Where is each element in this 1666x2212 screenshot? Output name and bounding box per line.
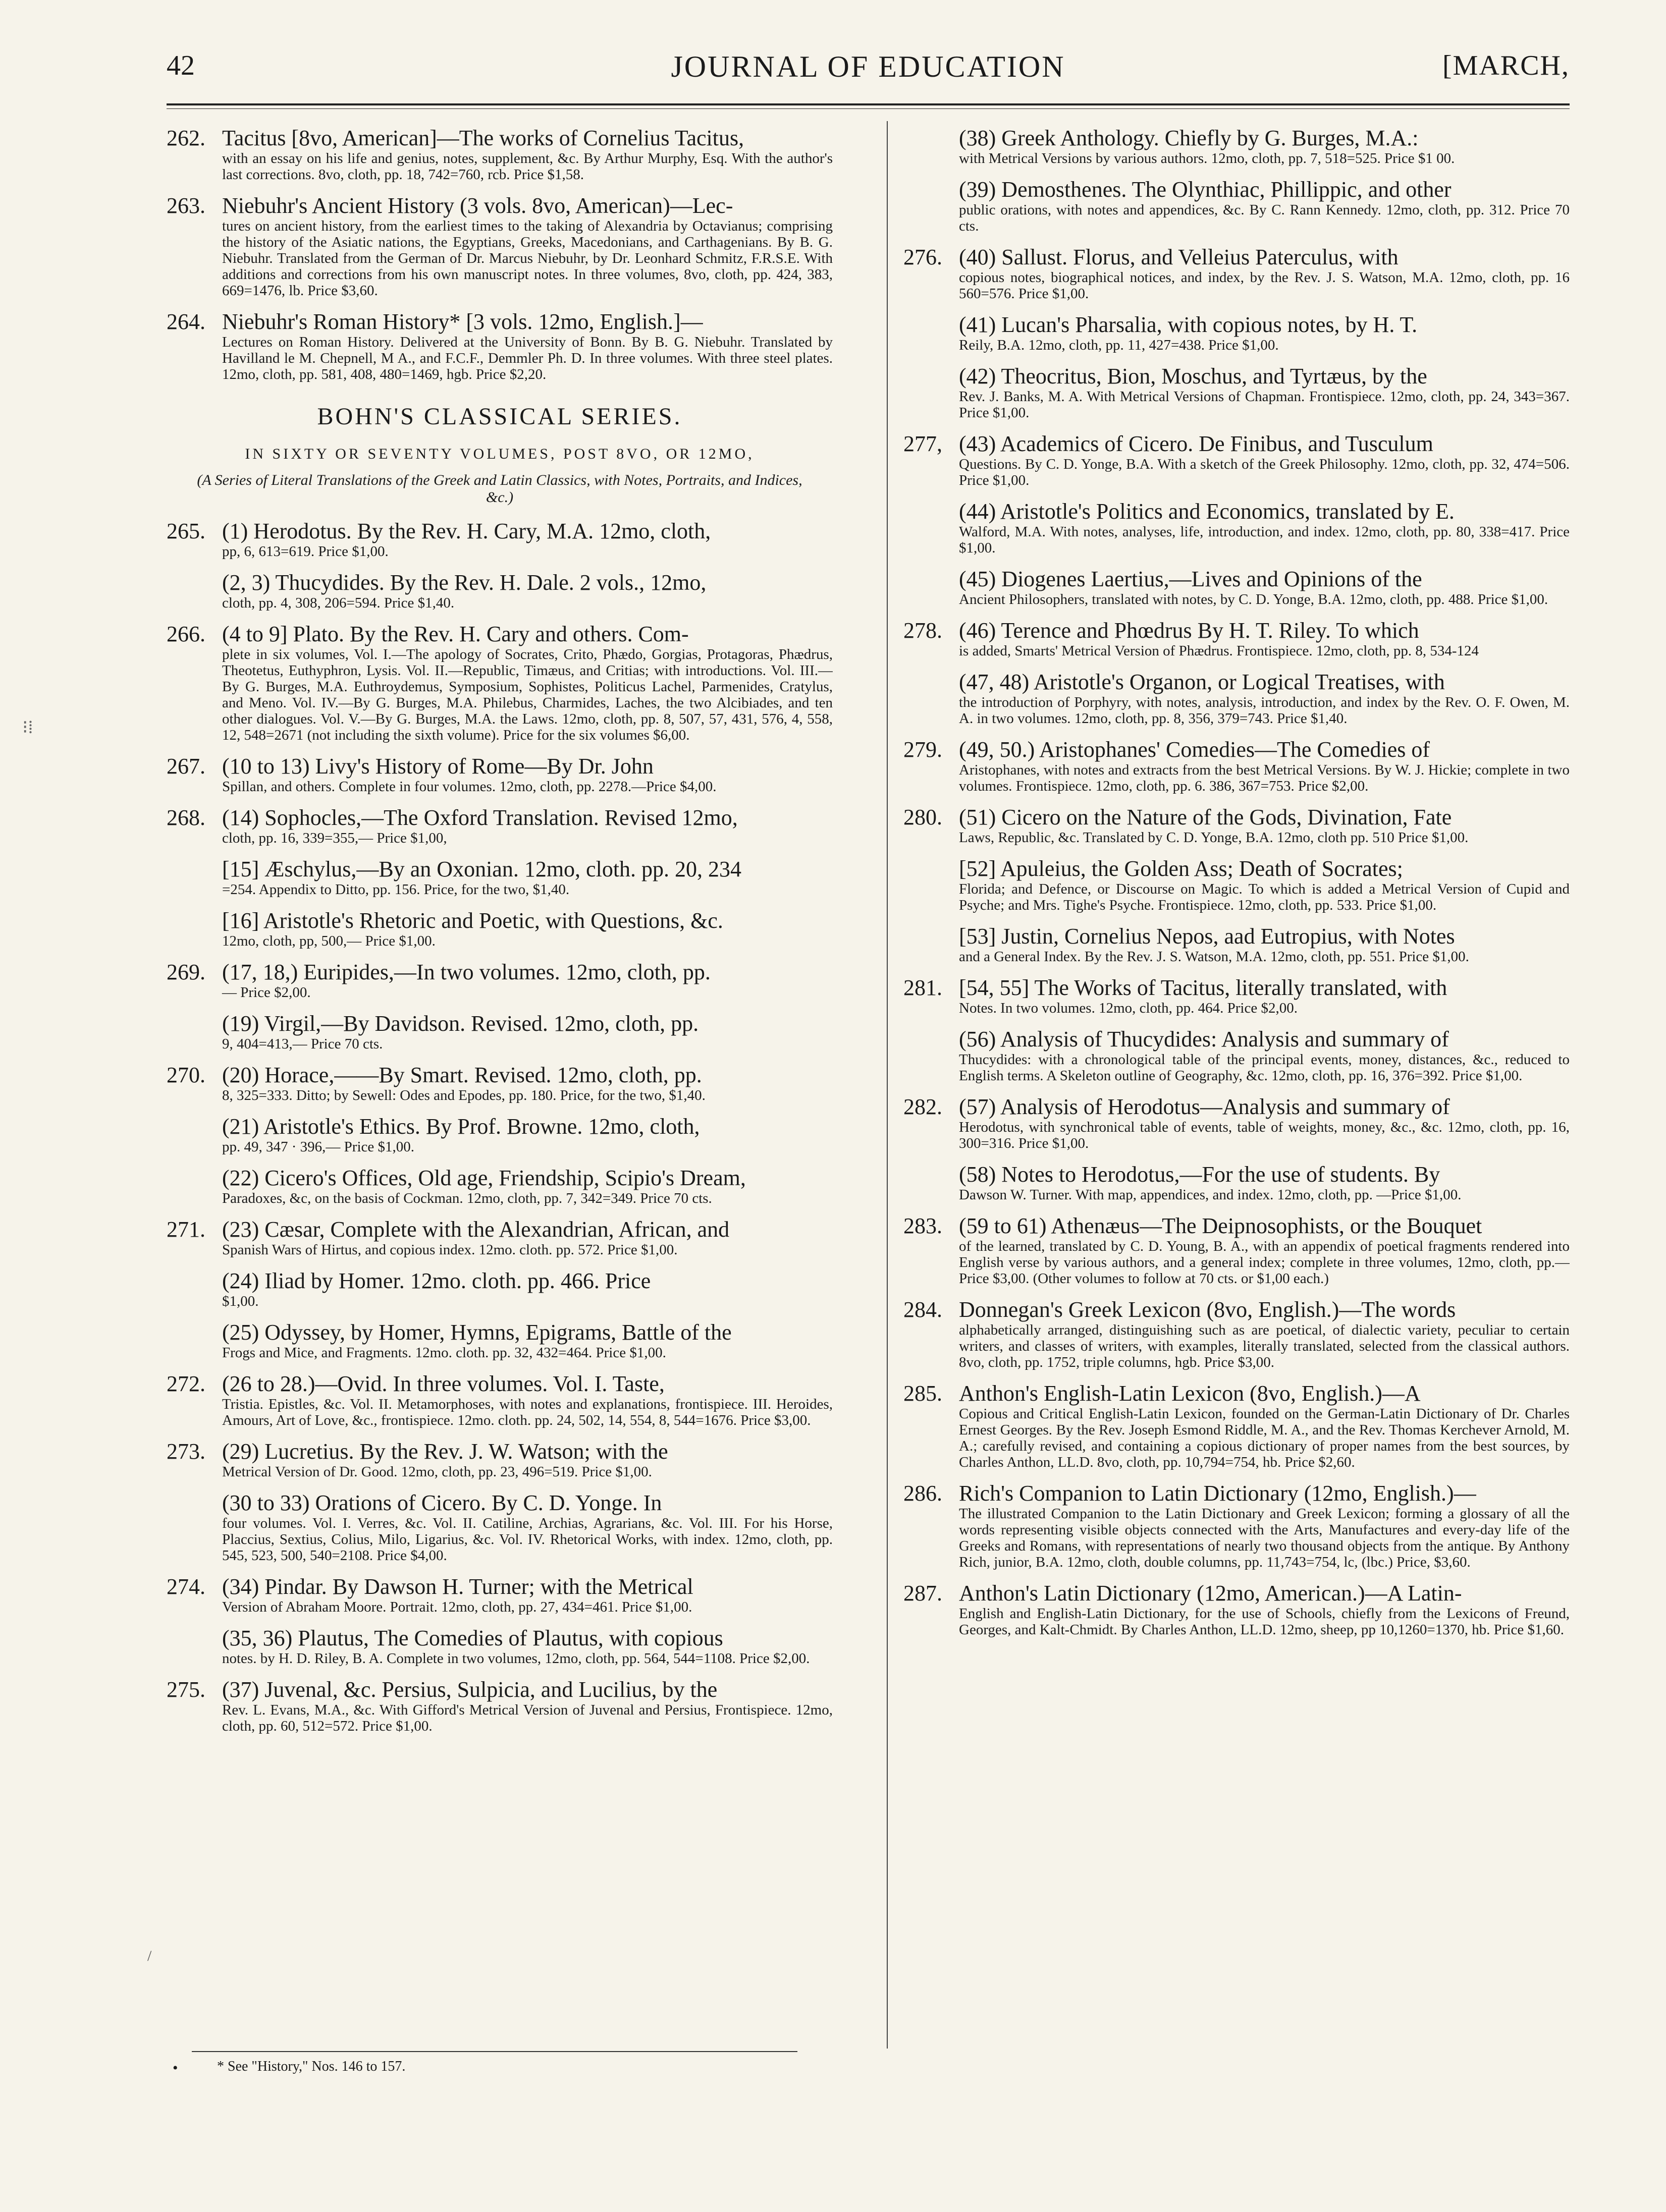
entry-detail: Ancient Philosophers, translated with notes, by C. D. Yonge, B.A. 12mo, cloth, pp. 488. Price $1,00. xyxy=(959,591,1548,607)
catalog-entry xyxy=(903,364,1570,421)
catalog-entry xyxy=(903,1163,1570,1203)
entry-detail: Thucydides: with a chronological table of the principal events, money, distances, &c., reduced to English terms. A Skeleton outline of Geography, &c. 12mo, cloth, pp. 16, 376=392. Price $1,00. xyxy=(959,1052,1570,1084)
entry-number: 272. xyxy=(167,1371,205,1396)
entry-number: 275. xyxy=(167,1677,205,1702)
entry-number: 262. xyxy=(167,126,205,150)
catalog-entry xyxy=(903,1214,1570,1287)
entry-title: (49, 50.) Aristophanes' Comedies—The Comedies of xyxy=(959,737,1430,762)
entry-title: Anthon's English-Latin Lexicon (8vo, English.)—A xyxy=(959,1381,1421,1406)
catalog-entry xyxy=(903,1481,1570,1570)
catalog-entry xyxy=(167,126,833,183)
entry-number: 270. xyxy=(167,1063,205,1087)
entry-title: (56) Analysis of Thucydides: Analysis and summary of xyxy=(959,1027,1449,1052)
catalog-entry xyxy=(903,1381,1570,1470)
entry-title: Anthon's Latin Dictionary (12mo, American.)—A Latin- xyxy=(959,1581,1462,1606)
entry-detail: pp, 6, 613=619. Price $1,00. xyxy=(222,543,389,560)
entry-number: 284. xyxy=(903,1297,942,1322)
entry-number: 286. xyxy=(903,1481,942,1506)
catalog-entry xyxy=(903,805,1570,846)
entry-detail: pp. 49, 347 · 396,— Price $1,00. xyxy=(222,1139,414,1155)
entry-title: (20) Horace,——By Smart. Revised. 12mo, cloth, pp. xyxy=(222,1063,702,1087)
page-number: 42 xyxy=(167,50,195,81)
entry-title: (51) Cicero on the Nature of the Gods, Divination, Fate xyxy=(959,805,1452,830)
entry-detail: Questions. By C. D. Yonge, B.A. With a sketch of the Greek Philosophy. 12mo, cloth, pp. 32, 474=506. Price $1,00. xyxy=(959,456,1570,488)
entry-detail: Walford, M.A. With notes, analyses, life, introduction, and index. 12mo, cloth, pp. 80, 338=417. Price $1,00. xyxy=(959,524,1570,556)
entry-title: (57) Analysis of Herodotus—Analysis and summary of xyxy=(959,1094,1450,1119)
entry-number: 277, xyxy=(903,431,942,456)
catalog-entry xyxy=(167,1575,833,1615)
entry-title: [15] Æschylus,—By an Oxonian. 12mo, cloth. pp. 20, 234 xyxy=(222,857,742,881)
entry-title: [54, 55] The Works of Tacitus, literally translated, with xyxy=(959,975,1447,1000)
entry-detail: is added, Smarts' Metrical Version of Phædrus. Frontispiece. 12mo, cloth, pp. 8, 534-124 xyxy=(959,643,1479,659)
section-subtitle: IN SIXTY OR SEVENTY VOLUMES, POST 8VO, OR 12MO, xyxy=(245,446,755,462)
entry-detail: The illustrated Companion to the Latin Dictionary and Greek Lexicon; forming a glossary of all the words representing visible objects connected with the Arts, Manufactures and every-day life of the Greeks and Romans, with representations of nearly two thousand objects from the antique. By Anthony Rich, junior, B.A. 12mo, cloth, double columns, pp. 11,743=754, lc, (lbc.) Price, $3,60. xyxy=(959,1506,1570,1570)
month-label: [MARCH, xyxy=(1442,50,1570,81)
entry-title: (39) Demosthenes. The Olynthiac, Phillippic, and other xyxy=(959,177,1452,202)
entry-detail: — Price $2,00. xyxy=(222,984,311,1001)
catalog-entry xyxy=(167,1012,833,1052)
journal-title: JOURNAL OF EDUCATION xyxy=(671,50,1065,83)
entry-detail: Herodotus, with synchronical table of events, table of weights, money, &c., &c. 12mo, cloth, pp. 16, 300=316. Price $1,00. xyxy=(959,1119,1570,1151)
entry-detail: 8, 325=333. Ditto; by Sewell: Odes and Epodes, pp. 180. Price, for the two, $1,40. xyxy=(222,1087,706,1103)
catalog-entry xyxy=(903,670,1570,727)
catalog-entry xyxy=(167,519,833,560)
entry-detail: English and English-Latin Dictionary, for the use of Schools, chiefly from the Lexicons of Freund, Georges, and Kalt-Chmidt. By Charles Anthon, LL.D. 12mo, sheep, pp 10,1260=1370, hb. Price $1,60. xyxy=(959,1606,1570,1638)
entry-title: (43) Academics of Cicero. De Finibus, and Tusculum xyxy=(959,431,1433,456)
entry-number: 265. xyxy=(167,519,205,543)
footnote-rule xyxy=(192,2051,797,2052)
entry-title: (24) Iliad by Homer. 12mo. cloth. pp. 466. Price xyxy=(222,1268,651,1293)
entry-title: (23) Cæsar, Complete with the Alexandrian, African, and xyxy=(222,1217,730,1242)
entry-number: 269. xyxy=(167,960,205,984)
entry-title: (35, 36) Plautus, The Comedies of Plautus, with copious xyxy=(222,1626,723,1650)
entry-title: (25) Odyssey, by Homer, Hymns, Epigrams, Battle of the xyxy=(222,1320,732,1345)
header-rule-thin xyxy=(167,108,1570,109)
catalog-entry xyxy=(903,857,1570,913)
entry-detail: Copious and Critical English-Latin Lexicon, founded on the German-Latin Dictionary of Dr. Charles Ernest Georges. By the Rev. Joseph Esmond Riddle, M. A., and the Rev. Thomas Kerchever Arnold, M. A.; carefully revised, and containing a copious dictionary of proper names from the best sources, by Charles Anthon, LL.D. 8vo, cloth, pp. 10,794=754, hb. Price $2,60. xyxy=(959,1406,1570,1470)
entry-number: 274. xyxy=(167,1574,205,1599)
entry-detail: with Metrical Versions by various authors. 12mo, cloth, pp. 7, 518=525. Price $1 00. xyxy=(959,150,1455,167)
entry-title: (10 to 13) Livy's History of Rome—By Dr. John xyxy=(222,754,654,779)
catalog-entry xyxy=(903,313,1570,353)
entry-title: (4 to 9] Plato. By the Rev. H. Cary and others. Com- xyxy=(222,622,689,646)
entry-title: (19) Virgil,—By Davidson. Revised. 12mo, cloth, pp. xyxy=(222,1011,699,1036)
catalog-entry xyxy=(167,1320,833,1361)
footnote: * See "History," Nos. 146 to 157. xyxy=(217,2059,406,2074)
entry-detail: $1,00. xyxy=(222,1293,259,1309)
section-note: (A Series of Literal Translations of the Greek and Latin Classics, with Notes, Portraits, and Indices, &c.) xyxy=(197,472,802,506)
entry-title: Niebuhr's Roman History* [3 vols. 12mo, English.]— xyxy=(222,309,703,334)
catalog-entry xyxy=(167,1218,833,1258)
entry-detail: notes. by H. D. Riley, B. A. Complete in two volumes, 12mo, cloth, pp. 564, 544=1108. Price $2,00. xyxy=(222,1650,810,1667)
entry-detail: tures on ancient history, from the earliest times to the taking of Alexandria by Octavianus; comprising the history of the Asiatic nations, the Egyptians, Greeks, Macedonians, and Carthagenians. By B. G. Niebuhr. Translated from the German of Dr. Marcus Niebuhr, by Dr. Leonhard Schmitz, F.R.S.E. With additions and corrections from his own manuscript notes. In three volumes, 8vo, cloth, pp. 424, 383, 669=1476, lb. Price $3,60. xyxy=(222,218,833,299)
entry-detail: Rev. J. Banks, M. A. With Metrical Versions of Chapman. Frontispiece. 12mo, cloth, pp. 24, 343=367. Price $1,00. xyxy=(959,389,1570,421)
catalog-entry xyxy=(903,976,1570,1016)
entry-title: [52] Apuleius, the Golden Ass; Death of Socrates; xyxy=(959,856,1403,881)
right-column xyxy=(903,126,1570,2094)
entry-detail: Lectures on Roman History. Delivered at the University of Bonn. By B. G. Niebuhr. Translated by Havilland le M. Chepnell, M A., and F.C.F., Demmler Ph. D. In three volumes. With three steel plates. 12mo, cloth, pp. 581, 408, 480=1469, hgb. Price $2,20. xyxy=(222,334,833,382)
catalog-entry xyxy=(167,571,833,611)
entry-number: 276. xyxy=(903,245,942,269)
catalog-entry xyxy=(903,126,1570,167)
entry-title: (38) Greek Anthology. Chiefly by G. Burges, M.A.: xyxy=(959,126,1419,150)
entry-number: 279. xyxy=(903,737,942,762)
margin-scribble: ⁝⁞ xyxy=(22,717,33,737)
entry-title: Rich's Companion to Latin Dictionary (12mo, English.)— xyxy=(959,1481,1476,1506)
entry-number: 271. xyxy=(167,1217,205,1242)
entry-number: 285. xyxy=(903,1381,942,1406)
catalog-entry xyxy=(903,924,1570,965)
entry-number: 280. xyxy=(903,805,942,830)
catalog-entry xyxy=(903,432,1570,488)
entry-title: (17, 18,) Euripides,—In two volumes. 12mo, cloth, pp. xyxy=(222,960,711,984)
catalog-entry xyxy=(903,567,1570,607)
entry-title: Tacitus [8vo, American]—The works of Cornelius Tacitus, xyxy=(222,126,744,150)
entry-detail: Version of Abraham Moore. Portrait. 12mo, cloth, pp. 27, 434=461. Price $1,00. xyxy=(222,1599,692,1615)
entry-detail: public orations, with notes and appendices, &c. By C. Rann Kennedy. 12mo, cloth, pp. 312. Price 70 cts. xyxy=(959,202,1570,234)
entry-number: 287. xyxy=(903,1581,942,1606)
entry-detail: Frogs and Mice, and Fragments. 12mo. cloth. pp. 32, 432=464. Price $1,00. xyxy=(222,1345,666,1361)
column-divider xyxy=(887,121,888,2049)
left-column xyxy=(167,126,833,2094)
entry-detail: Metrical Version of Dr. Good. 12mo, cloth, pp. 23, 496=519. Price $1,00. xyxy=(222,1464,652,1480)
catalog-entry xyxy=(167,310,833,382)
entry-number: 283. xyxy=(903,1213,942,1238)
entry-detail: Spillan, and others. Complete in four volumes. 12mo, cloth, pp. 2278.—Price $4,00. xyxy=(222,779,717,795)
entry-title: (29) Lucretius. By the Rev. J. W. Watson; with the xyxy=(222,1439,668,1464)
catalog-entry xyxy=(167,1115,833,1155)
entry-title: (1) Herodotus. By the Rev. H. Cary, M.A. 12mo, cloth, xyxy=(222,519,711,543)
catalog-entry xyxy=(167,622,833,743)
footnote-bullet: • xyxy=(173,2060,178,2076)
page-header xyxy=(167,49,1570,95)
entry-detail: Florida; and Defence, or Discourse on Magic. To which is added a Metrical Version of Cupid and Psyche; and Mrs. Tighe's Psyche. Frontispiece. 12mo, cloth, pp. 533. Price $1,00. xyxy=(959,881,1570,913)
catalog-entry xyxy=(167,1440,833,1480)
entry-title: (41) Lucan's Pharsalia, with copious notes, by H. T. xyxy=(959,312,1418,337)
entry-detail: copious notes, biographical notices, and index, by the Rev. J. S. Watson, M.A. 12mo, cloth, pp. 16 560=576. Price $1,00. xyxy=(959,269,1570,302)
catalog-entry xyxy=(167,1063,833,1103)
catalog-entry xyxy=(903,1095,1570,1151)
margin-mark: / xyxy=(147,1948,152,1964)
catalog-entry xyxy=(167,806,833,846)
entry-number: 282. xyxy=(903,1094,942,1119)
entry-title: (40) Sallust. Florus, and Velleius Paterculus, with xyxy=(959,245,1399,269)
catalog-entry xyxy=(903,1581,1570,1638)
catalog-entry xyxy=(167,1269,833,1309)
section-title: BOHN'S CLASSICAL SERIES. xyxy=(317,403,682,430)
entry-title: (58) Notes to Herodotus,—For the use of students. By xyxy=(959,1162,1440,1187)
entry-number: 267. xyxy=(167,754,205,779)
entry-title: (14) Sophocles,—The Oxford Translation. Revised 12mo, xyxy=(222,805,738,830)
entry-detail: 12mo, cloth, pp, 500,— Price $1,00. xyxy=(222,933,436,949)
entry-title: (59 to 61) Athenæus—The Deipnosophists, or the Bouquet xyxy=(959,1213,1482,1238)
catalog-entry xyxy=(167,909,833,949)
entry-title: Niebuhr's Ancient History (3 vols. 8vo, American)—Lec- xyxy=(222,193,733,218)
entry-detail: Tristia. Epistles, &c. Vol. II. Metamorphoses, with notes and explanations, frontispiece. III. Heroides, Amours, Art of Love, &c., frontispiece. 12mo. cloth. pp. 24, 502, 14, 554, 8, 544=1676. Price $3,00. xyxy=(222,1396,833,1428)
entry-number: 263. xyxy=(167,193,205,218)
entry-title: (37) Juvenal, &c. Persius, Sulpicia, and Lucilius, by the xyxy=(222,1677,718,1702)
entry-title: [16] Aristotle's Rhetoric and Poetic, with Questions, &c. xyxy=(222,908,723,933)
catalog-entry xyxy=(167,194,833,299)
entry-number: 268. xyxy=(167,805,205,830)
entry-detail: cloth, pp. 4, 308, 206=594. Price $1,40. xyxy=(222,595,455,611)
catalog-entry xyxy=(903,738,1570,794)
entry-title: (47, 48) Aristotle's Organon, or Logical Treatises, with xyxy=(959,670,1445,694)
catalog-entry xyxy=(903,1027,1570,1084)
entry-title: (30 to 33) Orations of Cicero. By C. D. Yonge. In xyxy=(222,1490,662,1515)
header-rule xyxy=(167,103,1570,105)
entry-detail: and a General Index. By the Rev. J. S. Watson, M.A. 12mo, cloth, pp. 551. Price $1,00. xyxy=(959,949,1469,965)
entry-number: 281. xyxy=(903,975,942,1000)
catalog-entry xyxy=(167,960,833,1001)
entry-detail: Rev. L. Evans, M.A., &c. With Gifford's Metrical Version of Juvenal and Persius, Frontispiece. 12mo, cloth, pp. 60, 512=572. Price $1,00. xyxy=(222,1702,833,1734)
entry-detail: four volumes. Vol. I. Verres, &c. Vol. II. Catiline, Archias, Agrarians, &c. Vol. III. For his Horse, Placcius, Sextius, Colius, Milo, Ligarius, &c. Vol. IV. Rhetorical Works, with index. 12mo, cloth, pp. 545, 523, 500, 540=2108. Price $4,00. xyxy=(222,1515,833,1564)
catalog-entry xyxy=(903,500,1570,556)
entry-detail: Notes. In two volumes. 12mo, cloth, pp. 464. Price $2,00. xyxy=(959,1000,1298,1016)
entry-title: [53] Justin, Cornelius Nepos, aad Eutropius, with Notes xyxy=(959,924,1455,949)
entry-title: (44) Aristotle's Politics and Economics, translated by E. xyxy=(959,499,1455,524)
entry-title: (42) Theocritus, Bion, Moschus, and Tyrtæus, by the xyxy=(959,364,1427,389)
entry-title: (45) Diogenes Laertius,—Lives and Opinions of the xyxy=(959,567,1422,591)
entry-detail: plete in six volumes, Vol. I.—The apology of Socrates, Crito, Phædo, Gorgias, Protagoras, Phædrus, Theotetus, Euthyphron, Lysis. Vol. II.—Republic, Timæus, and Critias; with introductions. Vol. III.—By G. Burges, M.A. Euthroydemus, Symposium, Sophistes, Politicus Lachel, Parmenides, Cratylus, and Meno. Vol. IV.—By G. Burges, M.A. Philebus, Charmides, Laches, the two Alcibiades, and ten other dialogues. Vol. V.—By G. Burges, M.A. the Laws. 12mo, cloth, pp. 8, 507, 57, 431, 576, 4, 558, 12, 548=2671 (not including the sixth volume). Price for the six volumes $6,00. xyxy=(222,646,833,743)
entry-detail: Spanish Wars of Hirtus, and copious index. 12mo. cloth. pp. 572. Price $1,00. xyxy=(222,1242,678,1258)
catalog-entry xyxy=(167,1626,833,1667)
catalog-entry xyxy=(903,178,1570,234)
entry-detail: =254. Appendix to Ditto, pp. 156. Price, for the two, $1,40. xyxy=(222,881,570,898)
catalog-entry xyxy=(167,1491,833,1564)
entry-title: (34) Pindar. By Dawson H. Turner; with the Metrical xyxy=(222,1574,693,1599)
entry-title: (46) Terence and Phœdrus By H. T. Riley. To which xyxy=(959,618,1419,643)
entry-number: 266. xyxy=(167,622,205,646)
entry-detail: with an essay on his life and genius, notes, supplement, &c. By Arthur Murphy, Esq. With the author's last corrections. 8vo, cloth, pp. 18, 742=760, rcb. Price $1,58. xyxy=(222,150,833,183)
entry-number: 278. xyxy=(903,618,942,643)
entry-detail: of the learned, translated by C. D. Young, B. A., with an appendix of poetical fragments rendered into English verse by various authors, and a general index; complete in three volumes, 12mo, cloth, pp.—Price $3,00. (Other volumes to follow at 70 cts. or $1,00 each.) xyxy=(959,1238,1570,1287)
entry-detail: the introduction of Porphyry, with notes, analysis, introduction, and index by the Rev. O. F. Owen, M. A. in two volumes. 12mo, cloth, pp. 8, 356, 379=743. Price $1,40. xyxy=(959,694,1570,727)
catalog-entry xyxy=(167,1372,833,1428)
entry-number: 273. xyxy=(167,1439,205,1464)
entry-detail: Aristophanes, with notes and extracts from the best Metrical Versions. By W. J. Hickie; complete in two volumes. Frontispiece. 12mo, cloth, pp. 6. 386, 367=753. Price $2,00. xyxy=(959,762,1570,794)
catalog-entry xyxy=(167,1166,833,1206)
catalog-entry xyxy=(903,245,1570,302)
entry-detail: alphabetically arranged, distinguishing such as are poetical, of dialectic variety, peculiar to certain writers, and classes of writers, with examples, literally translated, selected from the classical authors. 8vo, cloth, pp. 1752, triple columns, hgb. Price $3,00. xyxy=(959,1322,1570,1370)
entry-title: (26 to 28.)—Ovid. In three volumes. Vol. I. Taste, xyxy=(222,1371,665,1396)
entry-detail: Laws, Republic, &c. Translated by C. D. Yonge, B.A. 12mo, cloth pp. 510 Price $1,00. xyxy=(959,830,1469,846)
catalog-entry xyxy=(167,754,833,795)
entry-title: (22) Cicero's Offices, Old age, Friendship, Scipio's Dream, xyxy=(222,1166,746,1190)
entry-detail: Reily, B.A. 12mo, cloth, pp. 11, 427=438. Price $1,00. xyxy=(959,337,1279,353)
entry-title: (2, 3) Thucydides. By the Rev. H. Dale. 2 vols., 12mo, xyxy=(222,570,707,595)
catalog-entry xyxy=(903,1298,1570,1370)
entry-title: Donnegan's Greek Lexicon (8vo, English.)—The words xyxy=(959,1297,1456,1322)
entry-number: 264. xyxy=(167,309,205,334)
catalog-entry xyxy=(167,1678,833,1734)
catalog-entry xyxy=(903,619,1570,659)
entry-title: (21) Aristotle's Ethics. By Prof. Browne. 12mo, cloth, xyxy=(222,1114,700,1139)
entry-detail: 9, 404=413,— Price 70 cts. xyxy=(222,1036,383,1052)
catalog-entry xyxy=(167,857,833,898)
entry-detail: cloth, pp. 16, 339=355,— Price $1,00, xyxy=(222,830,447,846)
entry-detail: Paradoxes, &c, on the basis of Cockman. 12mo, cloth, pp. 7, 342=349. Price 70 cts. xyxy=(222,1190,712,1206)
entry-detail: Dawson W. Turner. With map, appendices, and index. 12mo, cloth, pp. —Price $1,00. xyxy=(959,1187,1462,1203)
